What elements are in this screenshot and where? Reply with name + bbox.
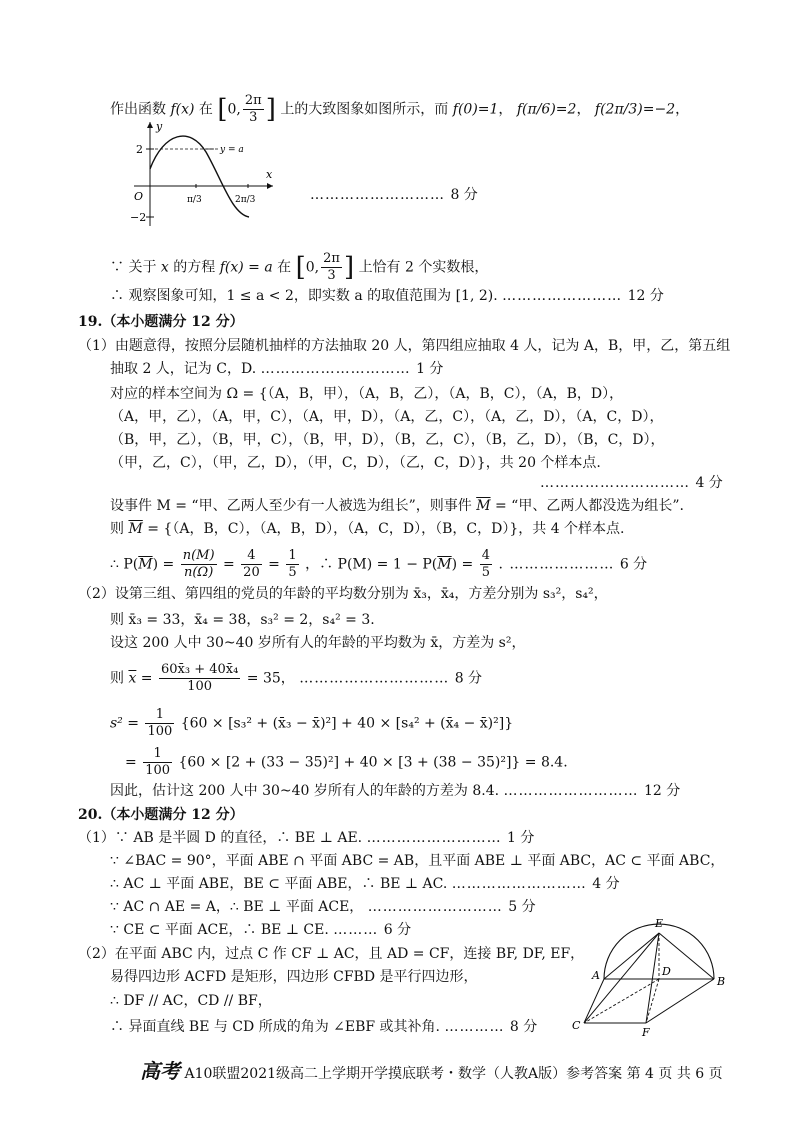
intro-text-a: 作出函数 bbox=[110, 101, 166, 118]
graph-tick-y-neg: −2 bbox=[130, 211, 147, 224]
graph-tick-x2: 2π/3 bbox=[235, 195, 256, 205]
q19-variance-line1: s² = $\frac{1}{100}$ {60 × [s₃² + (x̄₃ − x̄)²] + 40 × [s₄² + (x̄₄ − x̄)²]} bbox=[110, 707, 514, 739]
q19-mean-line: 则 $\overline{x}$ = $\frac{\text{60x̄₃ + 40x̄₄}}{100}$ = 35， ………………………… 8 分 bbox=[110, 662, 483, 694]
graph-x-label: x bbox=[266, 168, 273, 181]
q19-sample-line4: （甲，乙，C），（甲，乙，D），（甲，C，D），（乙，C，D）}，共 20 个样本点. bbox=[110, 455, 601, 471]
q19-header: 19.（本小题满分 12 分） bbox=[78, 314, 244, 330]
q20-p2-line2: 易得四边形 ACFD 是矩形，四边形 CFBD 是平行四边形， bbox=[110, 969, 478, 985]
q19-sample-line2: （A，甲，乙），（A，甲，C），（A，甲，D），（A，乙，C），（A，乙，D），（A，C，D）， bbox=[110, 409, 664, 425]
q19-sample-line1: 对应的样本空间为 Ω = {（A，B，甲），（A，B，乙），（A，B，C），（A，B，D）， bbox=[110, 386, 624, 402]
q19-score-4-line: ………………………… 4 分 bbox=[540, 475, 723, 491]
q19-p1-line2: 抽取 2 人，记为 C，D. ………………………… 1 分 bbox=[110, 361, 444, 377]
q19-p2-line3: 设这 200 人中 30~40 岁所有人的年龄的平均数为 x̄，方差为 s²， bbox=[110, 635, 526, 651]
q19-event-line1: 设事件 M = “甲、乙两人至少有一人被选为组长”，则事件 $\overline{M}$ = “甲、乙两人都没选为组长”. bbox=[110, 498, 684, 514]
intro-f-2pi3: f(2π/3)=−2 bbox=[594, 101, 676, 118]
graph-score: 8 分 bbox=[450, 187, 478, 203]
q20-p1-line3: ∴ AC ⊥ 平面 ABE，BE ⊂ 平面 ABE，∴ BE ⊥ AC. ……………………… 4 分 bbox=[110, 876, 620, 892]
q20-p1-line5: ∵ CE ⊂ 平面 ACE，∴ BE ⊥ CE. ……… 6 分 bbox=[110, 922, 412, 938]
q20-p1-line1: （1）∵ AB 是半圆 D 的直径，∴ BE ⊥ AE. ……………………… 1 分 bbox=[78, 830, 535, 846]
footer-text: A10联盟2021级高二上学期开学摸底联考・数学（人教A版）参考答案 第 4 页 共 6 页 bbox=[184, 1066, 723, 1082]
fig-label-a: A bbox=[592, 969, 600, 982]
q20-p2-line1: （2）在平面 ABC 内，过点 C 作 CF ⊥ AC，且 AD = CF，连接 BF, DF, EF， bbox=[78, 946, 585, 962]
intro-f-pi6: f(π/6)=2 bbox=[516, 101, 577, 118]
graph-score-line: ……………………… 8 分 bbox=[310, 187, 478, 203]
intro-text-b: 在 bbox=[198, 101, 213, 118]
q20-p1-line4: ∵ AC ∩ AE = A，∴ BE ⊥ 平面 ACE， ……………………… 5 分 bbox=[110, 899, 536, 915]
sine-graph bbox=[128, 118, 278, 230]
intro-text-c: 上的大致图象如图所示，而 bbox=[280, 101, 449, 118]
fig-label-b: B bbox=[717, 975, 726, 988]
graph-tick-y-pos: 2 bbox=[136, 143, 143, 156]
q19-event-line2: 则 $\overline{M} = \{(A$，B，C），（A，B，D），（A，C，D），（B，C，D）}，共 4 个样本点. bbox=[110, 521, 625, 537]
graph-y-label: y bbox=[156, 120, 163, 133]
q20-p2-line3: ∴ DF // AC，CD // BF， bbox=[110, 993, 272, 1009]
intro-f0: f(0)=1 bbox=[452, 101, 499, 118]
graph-tick-x1: π/3 bbox=[187, 195, 202, 205]
page-footer bbox=[140, 1059, 723, 1083]
q19-conclusion-line: 因此，估计这 200 人中 30~40 岁所有人的年龄的方差为 8.4. ……………………… 12 分 bbox=[110, 783, 681, 799]
q20-p1-line2: ∵ ∠BAC = 90°，平面 ABE ∩ 平面 ABC = AB，且平面 ABE ⊥ 平面 ABC，AC ⊂ 平面 ABC， bbox=[110, 853, 725, 869]
fig-label-c: C bbox=[572, 1019, 581, 1032]
q19-p2-line2: 则 x̄₃ = 33，x̄₄ = 38，s₃² = 2，s₄² = 3. bbox=[110, 612, 375, 628]
q19-p2-line1: （2）设第三组、第四组的党员的年龄的平均数分别为 x̄₃，x̄₄，方差分别为 s₃²，s₄²， bbox=[78, 586, 608, 602]
q19-probability-line: ∴ $P(\overline{M})$ = $\frac{n(M)}{n(\Omega)}$ = $\frac{4}{20}$ = $\frac{1}{5}$ ，∴ $P(M) = 1 - P(\overline{M})$ = $\frac{4}{5}$ . ………………… 6 分 bbox=[110, 548, 648, 580]
intro-line: 作出函数 f(x) 在 [0, $\frac{2\pi}{3}$ ] 上的大致图象如图所示，而 f(0)=1， f(π/6)=2， f(2π/3)=−2， bbox=[110, 93, 690, 125]
graph-origin: O bbox=[134, 190, 144, 203]
q19-sample-line3: （B，甲，乙），（B，甲，C），（B，甲，D），（B，乙，C），（B，乙，D），（B，C，D）， bbox=[110, 432, 665, 448]
footer-logo: 高考 bbox=[140, 1059, 180, 1083]
fig-label-f: F bbox=[642, 1026, 650, 1037]
q20-p2-line4: ∴ 异面直线 BE 与 CD 所成的角为 ∠EBF 或其补角. ………… 8 分 bbox=[110, 1019, 538, 1035]
graph-line-label: y = a bbox=[220, 145, 244, 155]
q19-variance-line2: = $\frac{1}{100}$ {60 × [2 + (33 − 35)²] + 40 × [3 + (38 − 35)²]} = 8.4. bbox=[125, 746, 568, 778]
fig-label-d: D bbox=[662, 965, 671, 978]
q19-p1-line1: （1）由题意得，按照分层随机抽样的方法抽取 20 人，第四组应抽取 4 人，记为 A，B，甲，乙，第五组 bbox=[78, 338, 731, 354]
solid-geometry-figure bbox=[570, 913, 730, 1037]
q20-header: 20.（本小题满分 12 分） bbox=[78, 807, 244, 823]
range-line: ∴ 观察图象可知，1 ≤ a < 2，即实数 a 的取值范围为 [1, 2). …………………… 12 分 bbox=[110, 288, 664, 304]
roots-line: ∵ 关于 x 的方程 f(x) = a 在 [0, $\frac{2\pi}{3}$ ] 上恰有 2 个实数根， bbox=[110, 251, 489, 283]
fig-label-e: E bbox=[655, 917, 664, 930]
